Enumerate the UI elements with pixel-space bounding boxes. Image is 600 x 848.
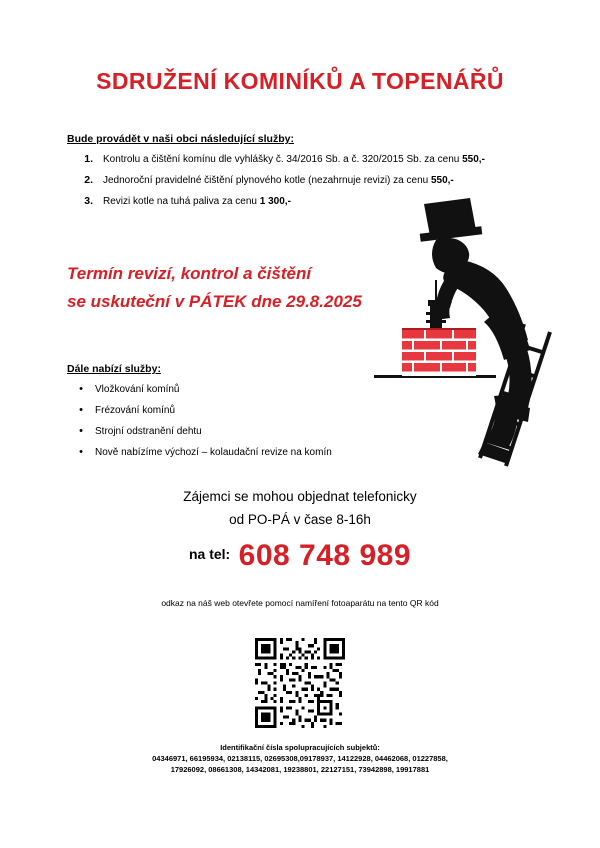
telephone-number[interactable]: 608 748 989	[238, 539, 412, 572]
list-item	[67, 400, 397, 421]
qr-code[interactable]	[255, 638, 345, 728]
contact-line-2: od PO-PÁ v čase 8-16h	[229, 512, 371, 527]
list-item-index: 3.	[84, 195, 93, 207]
telephone-label: na tel:	[188, 546, 231, 562]
announcement-line-2: se uskuteční v PÁTEK dne 29.8.2025	[67, 292, 362, 311]
bullet-icon: •	[79, 425, 83, 437]
footer-line-2: 04346971, 66195934, 02138115, 02695308,09178937, 14122928, 04462068, 01227858,	[152, 754, 448, 763]
list-item	[67, 442, 397, 463]
list-item-label: Vložkování komínů	[95, 384, 180, 395]
list-item-label: Strojní odstranění dehtu	[95, 426, 202, 437]
page-title: SDRUŽENÍ KOMINÍKŮ A TOPENÁŘŮ	[96, 68, 504, 94]
more-offer-heading: Dále nabízí služby:	[67, 363, 161, 375]
brick-chimney	[402, 328, 476, 376]
footer-line-3: 17926092, 08661308, 14342081, 19238801, 22127151, 73942898, 19917881	[170, 765, 430, 774]
list-item-price: 1 300,-	[259, 196, 291, 207]
announcement-line-1: Termín revizí, kontrol a čištění	[67, 264, 312, 283]
qr-note: odkaz na náš web otevřete pomocí namíření fotoaparátu na tento QR kód	[161, 598, 439, 608]
list-item	[67, 149, 527, 170]
list-item-body: Revizi kotle na tuhá paliva za cenu	[103, 196, 260, 207]
list-item	[67, 421, 397, 442]
list-item-body: Kontrolu a čištění komínu dle vyhlášky č. 34/2016 Sb. a č. 320/2015 Sb. za cenu	[103, 154, 463, 165]
list-item-label: Frézování komínů	[95, 405, 176, 416]
more-offer-list	[67, 379, 397, 463]
footer-line-1: Identifikační čísla spolupracujících subjektů:	[220, 743, 380, 752]
footer-ids	[0, 742, 600, 775]
list-item-index: 1.	[84, 153, 93, 165]
contact-block	[0, 485, 600, 531]
telephone-line	[0, 539, 600, 573]
list-item-text	[103, 170, 527, 191]
bullet-icon: •	[79, 383, 83, 395]
bullet-icon: •	[79, 404, 83, 416]
list-item-text	[103, 149, 527, 170]
chimney-sweep-illustration	[366, 196, 588, 472]
list-item-body: Jednoroční pravidelné čištění plynového kotle (nezahrnuje revizi) za cenu	[103, 175, 431, 186]
services-heading: Bude provádět v naši obci následující služby:	[67, 133, 294, 145]
list-item	[67, 379, 397, 400]
list-item-label: Nově nabízíme výchozí – kolaudační revize na komín	[95, 447, 332, 458]
list-item	[67, 170, 527, 191]
bullet-icon: •	[79, 446, 83, 458]
list-item-price: 550,-	[462, 154, 485, 165]
contact-line-1: Zájemci se mohou objednat telefonicky	[183, 489, 417, 504]
list-item-price: 550,-	[430, 175, 454, 186]
list-item-index: 2.	[84, 174, 93, 186]
